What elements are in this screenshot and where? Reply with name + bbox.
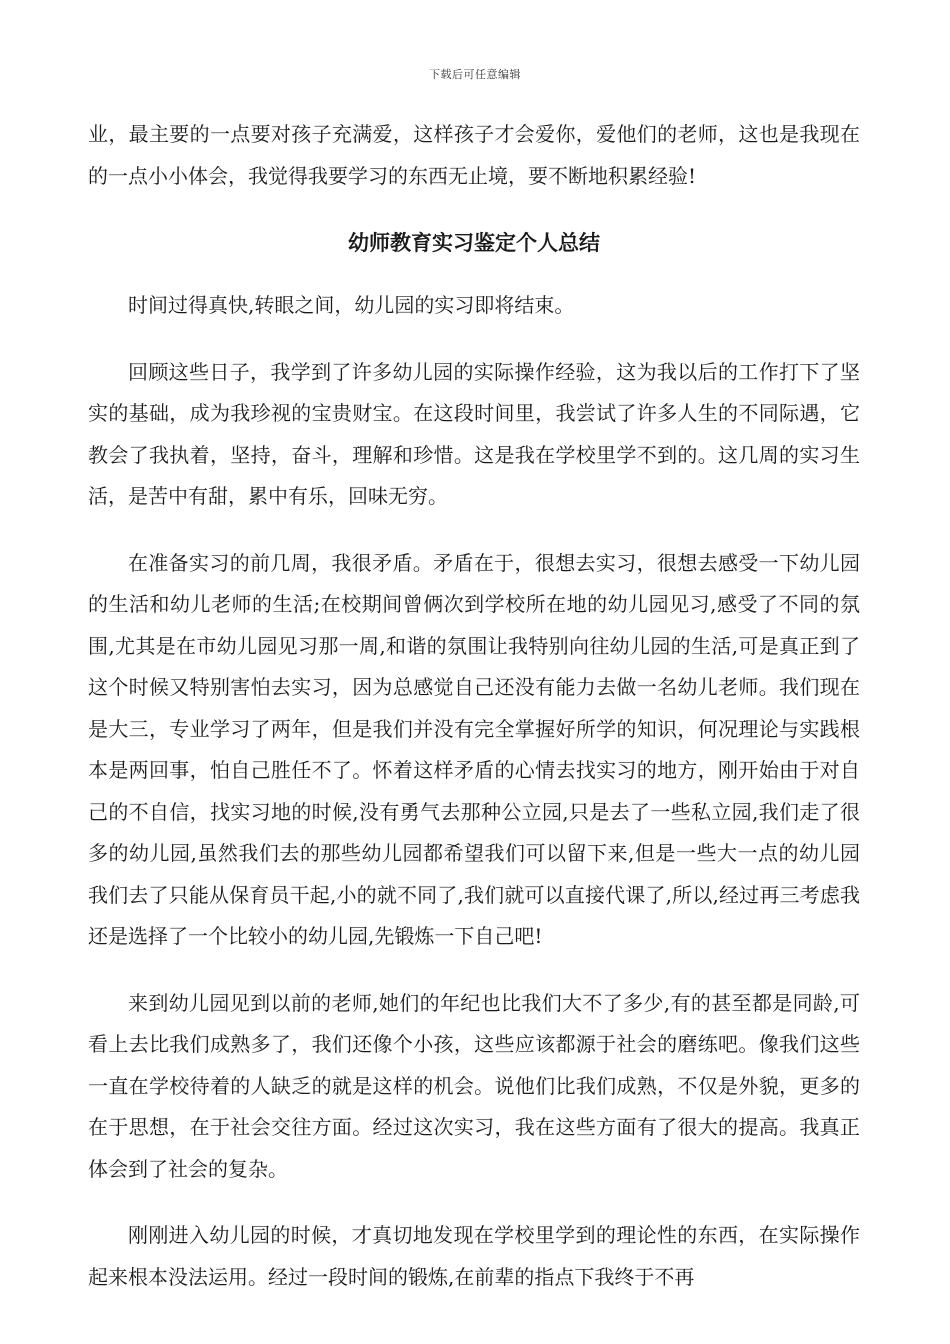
continuation-paragraph: 业，最主要的一点要对孩子充满爱，这样孩子才会爱你，爱他们的老师，这也是我现在的一点小小体会，我觉得我要学习的东西无止境，要不断地积累经验! <box>88 122 860 188</box>
paragraph: 回顾这些日子，我学到了许多幼儿园的实际操作经验，这为我以后的工作打下了坚实的基础，成为我珍视的宝贵财宝。在这段时间里，我尝试了许多人生的不同际遇，它教会了我执着，坚持，奋斗，理解和珍惜。这是我在学校里学不到的。这几周的实习生活，是苦中有甜，累中有乐，回味无穷。 <box>88 359 860 508</box>
paragraph: 时间过得真快,转眼之间，幼儿园的实习即将结束。 <box>128 293 575 317</box>
document-body <box>88 114 860 1298</box>
paragraph: 在准备实习的前几周，我很矛盾。矛盾在于，很想去实习，很想去感受一下幼儿园的生活和幼儿老师的生活;在校期间曾俩次到学校所在地的幼儿园见习,感受了不同的氛围,尤其是在市幼儿园见习那一周,和谐的氛围让我特别向往幼儿园的生活,可是真正到了这个时候又特别害怕去实习，因为总感觉自己还没有能力去做一名幼儿老师。我们现在是大三，专业学习了两年，但是我们并没有完全掌握好所学的知识，何况理论与实践根本是两回事，怕自己胜任不了。怀着这样矛盾的心情去找实习的地方，刚开始由于对自己的不自信，找实习地的时候,没有勇气去那种公立园,只是去了一些私立园,我们走了很多的幼儿园,虽然我们去的那些幼儿园都希望我们可以留下来,但是一些大一点的幼儿园我们去了只能从保育员干起,小的就不同了,我们就可以直接代课了,所以,经过再三考虑我还是选择了一个比较小的幼儿园,先锻炼一下自己吧! <box>88 550 860 948</box>
paragraph: 刚刚进入幼儿园的时候，才真切地发现在学校里学到的理论性的东西，在实际操作起来根本没法运用。经过一段时间的锻炼,在前辈的指点下我终于不再 <box>88 1223 860 1289</box>
section-title: 幼师教育实习鉴定个人总结 <box>348 230 600 255</box>
paragraph: 来到幼儿园见到以前的老师,她们的年纪也比我们大不了多少,有的甚至都是同龄,可看上去比我们成熟多了，我们还像个小孩，这些应该都源于社会的磨练吧。像我们这些一直在学校待着的人缺乏的就是这样的机会。说他们比我们成熟，不仅是外貌，更多的在于思想，在于社会交往方面。经过这次实习，我在这些方面有了很大的提高。我真正体会到了社会的复杂。 <box>88 990 860 1181</box>
page-header: 下载后可任意编辑 <box>429 68 521 81</box>
